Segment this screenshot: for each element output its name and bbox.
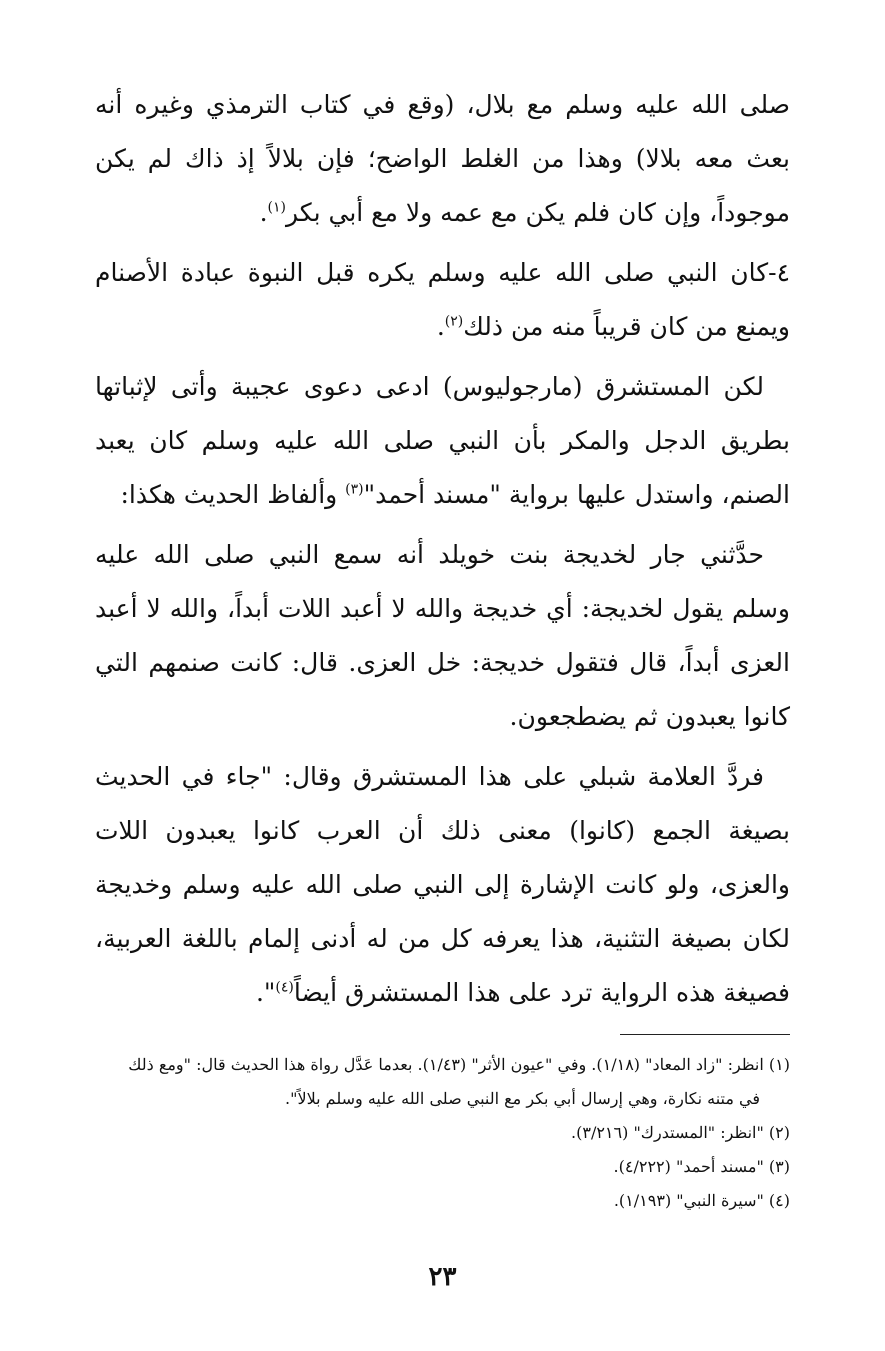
paragraph-5-tail: ".: [255, 978, 276, 1007]
paragraph-5-text: فردَّ العلامة شبلي على هذا المستشرق وقال: "جاء في الحديث بصيغة الجمع (كانوا) معنى ذلك أن العرب كانوا يعبدون اللات والعزى، ولو كانت الإشارة إلى النبي صلى الله عليه وسلم وخديجة لكان بصيغة التثنية، هذا يعرفه كل من له أدنى إلمام باللغة العربية، فصيغة هذه الرواية ترد على هذا المستشرق أيضاً: [95, 762, 790, 1007]
footnote-1: (١) انظر: "زاد المعاد" (١/١٨). وفي "عيون الأثر" (١/٤٣). بعدما عَدَّل رواة هذا الحديث قال: "ومع ذلك: [128, 1055, 790, 1074]
main-text: [95, 78, 790, 1026]
footnote-3: (٣) "مسند أحمد" (٤/٢٢٢).: [613, 1157, 790, 1176]
paragraph-2-text: ٤-كان النبي صلى الله عليه وسلم يكره قبل النبوة عبادة الأصنام ويمنع من كان قريباً منه من ذلك: [95, 258, 790, 341]
footnote-ref-4[interactable]: (٤): [275, 979, 294, 996]
footnote-4: (٤) "سيرة النبي" (١/١٩٣).: [613, 1191, 790, 1210]
paragraph-5: [95, 750, 790, 1020]
paragraph-3-text: لكن المستشرق (مارجوليوس) ادعى دعوى عجيبة وأتى لإثباتها بطريق الدجل والمكر بأن النبي صلى الله عليه وسلم كان يعبد الصنم، واستدل عليها برواية "مسند أحمد": [95, 372, 790, 509]
paragraph-4-text: حدَّثني جار لخديجة بنت خويلد أنه سمع النبي صلى الله عليه وسلم يقول لخديجة: أي خديجة والله لا أعبد اللات أبداً، والله لا أعبد العزى أبداً، قال فتقول خديجة: خل العزى. قال: كانت صنمهم التي كانوا يعبدون ثم يضطجعون.: [95, 540, 790, 731]
footnote-2: (٢) "انظر: "المستدرك" (٣/٢١٦).: [571, 1123, 790, 1142]
page-number: ٢٣: [428, 1262, 457, 1292]
paragraph-1-text: صلى الله عليه وسلم مع بلال، (وقع في كتاب الترمذي وغيره أنه بعث معه بلالا) وهذا من الغلط الواضح؛ فإن بلالاً إذ ذاك لم يكن موجوداً، وإن كان فلم يكن مع عمه ولا مع أبي بكر: [95, 90, 790, 227]
paragraph-2: [95, 246, 790, 354]
paragraph-4: [95, 528, 790, 744]
footnote-ref-2[interactable]: (٢): [444, 313, 464, 330]
paragraph-1-tail: .: [259, 198, 268, 227]
footnote-ref-1[interactable]: (١): [267, 199, 286, 216]
paragraph-2-tail: .: [436, 312, 445, 341]
footnote-ref-3[interactable]: (٣): [345, 481, 364, 498]
paragraph-3: [95, 360, 790, 522]
footnotes: [95, 1048, 790, 1218]
footnote-separator: [620, 1034, 790, 1035]
paragraph-3-tail: وألفاظ الحديث هكذا:: [120, 480, 346, 509]
paragraph-1: [95, 78, 790, 240]
footnote-1-continued: في متنه نكارة، وهي إرسال أبي بكر مع النبي صلى الله عليه وسلم بلالاً".: [285, 1089, 760, 1108]
